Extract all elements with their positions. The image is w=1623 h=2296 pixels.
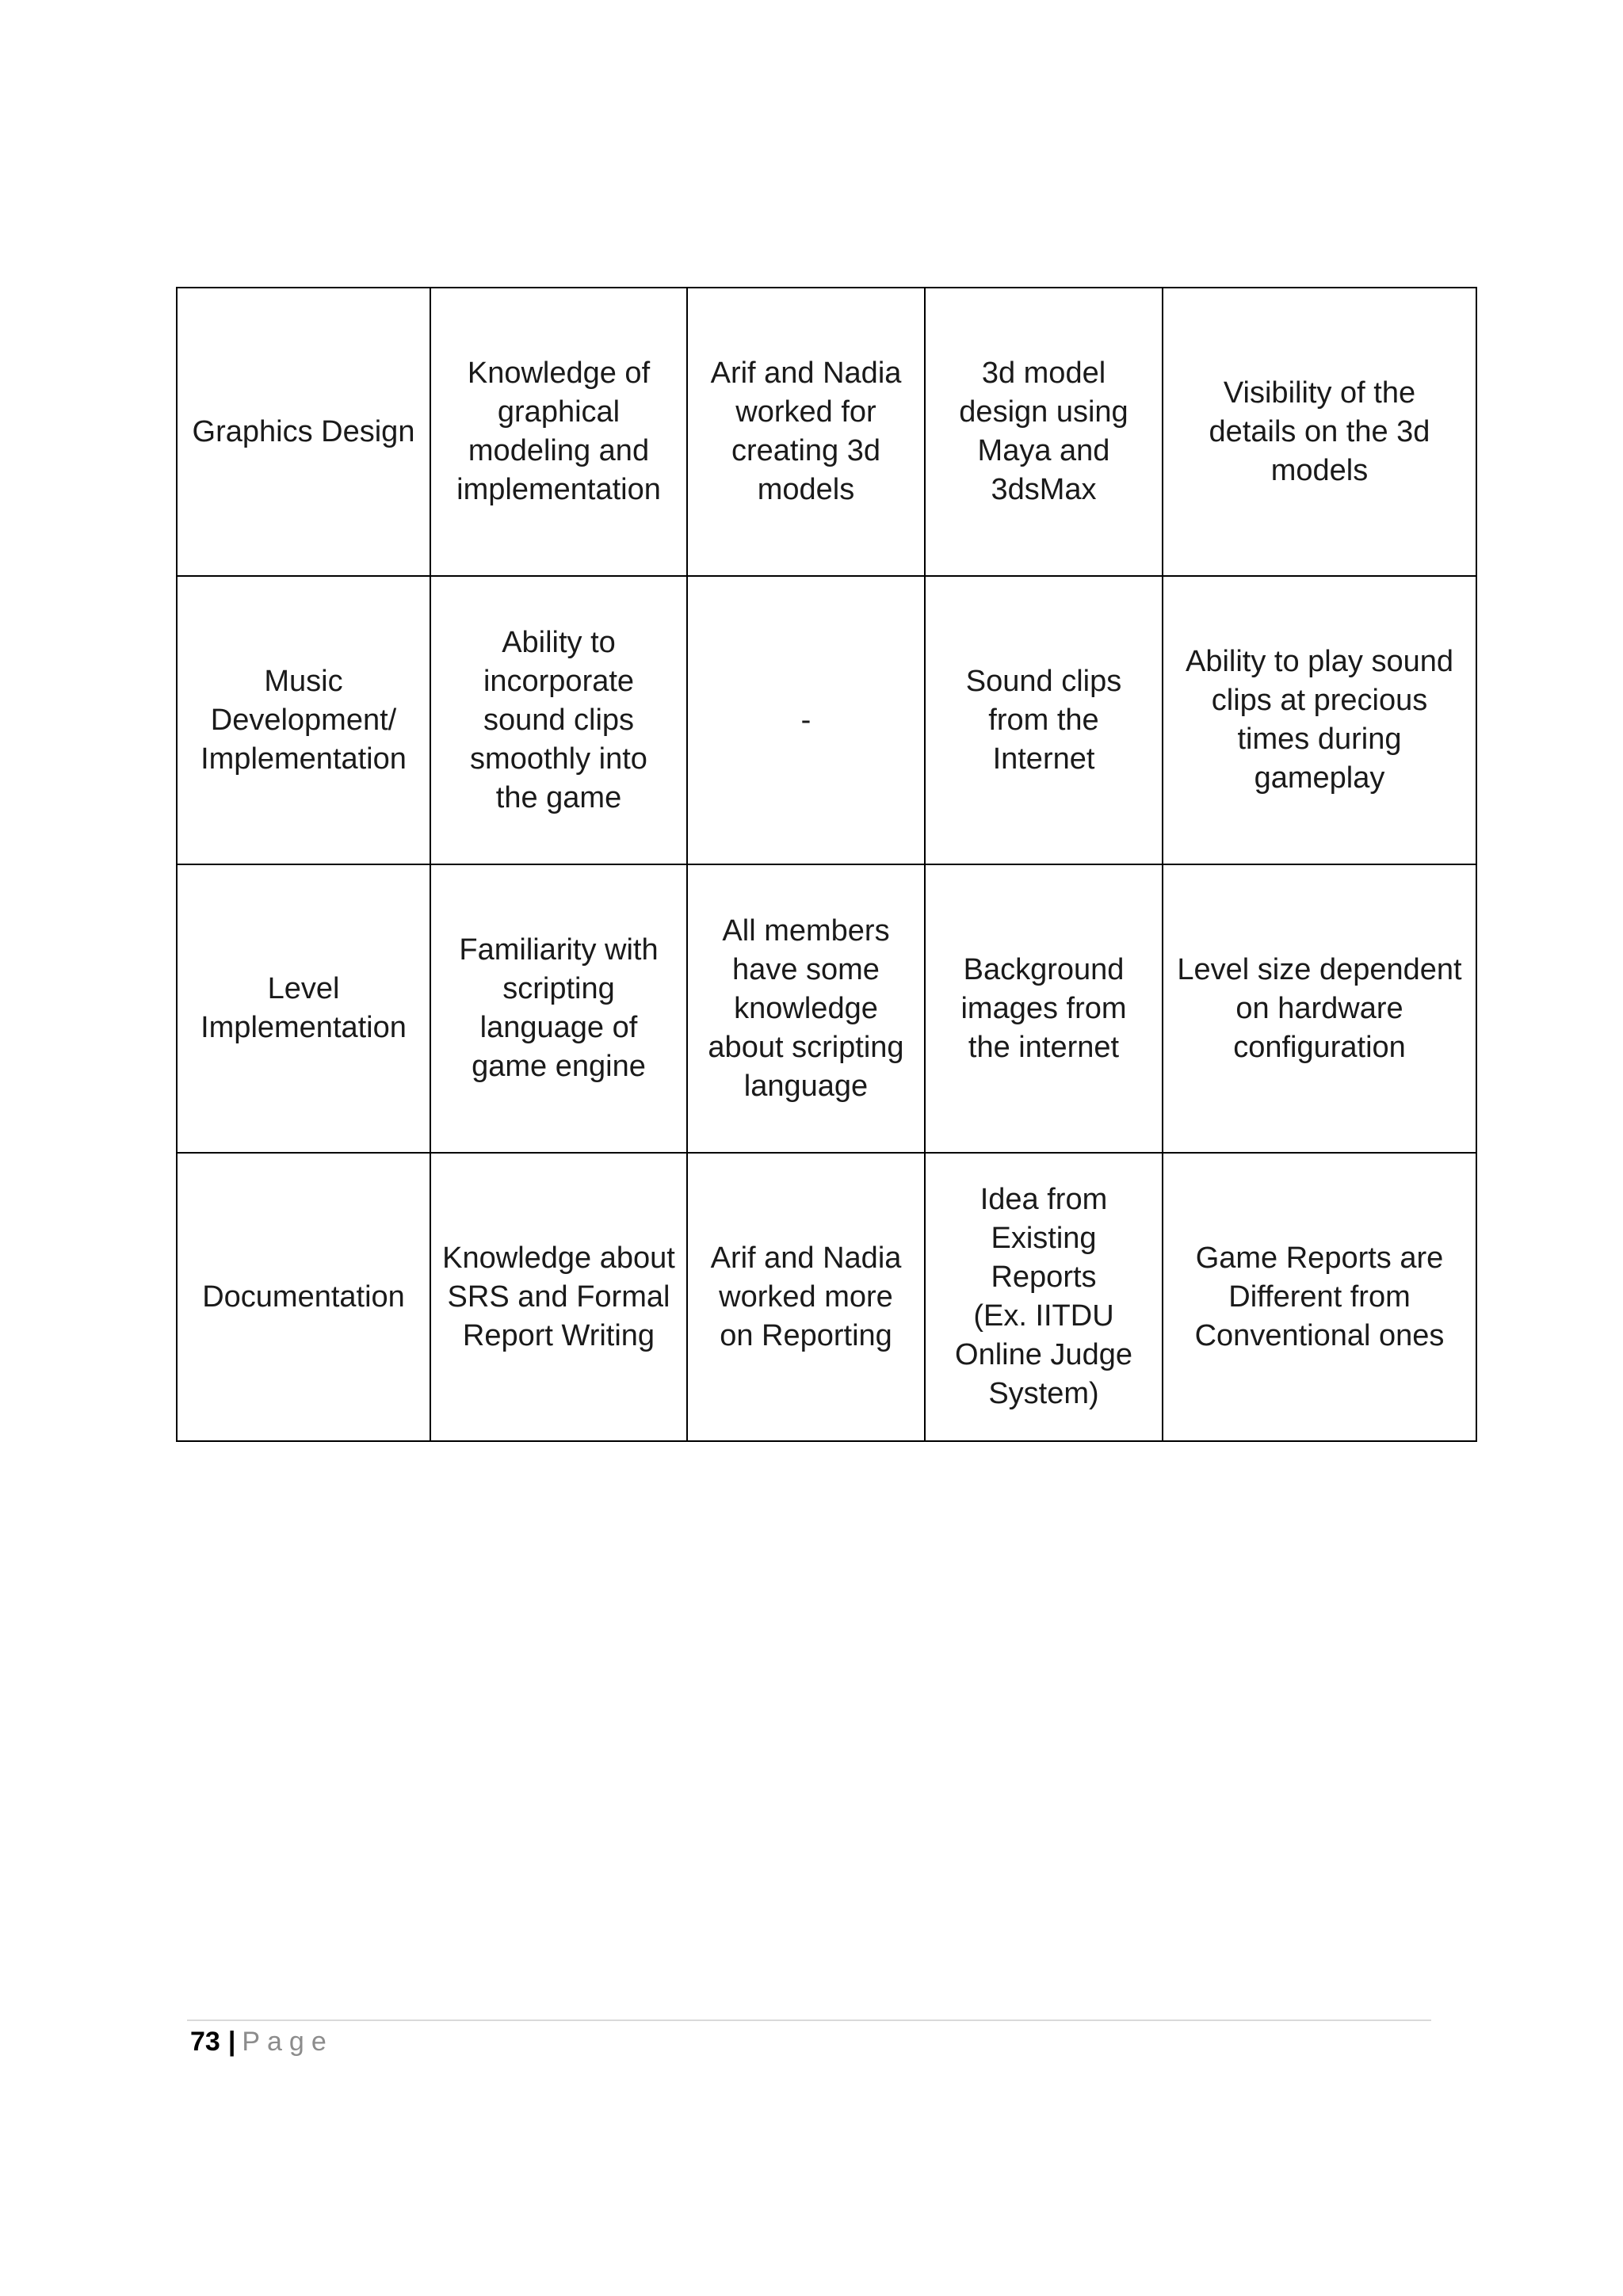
table-cell: All members have some knowledge about scripting language: [687, 864, 925, 1153]
table-cell: Music Development/ Implementation: [177, 576, 430, 864]
table-cell: Ability to incorporate sound clips smoothly into the game: [430, 576, 687, 864]
footer-separator: |: [227, 2027, 236, 2057]
footer-divider: [187, 2019, 1431, 2021]
table-cell: Idea from Existing Reports (Ex. IITDU Online Judge System): [925, 1153, 1163, 1441]
table-cell: Arif and Nadia worked more on Reporting: [687, 1153, 925, 1441]
table-cell: Game Reports are Different from Conventional ones: [1163, 1153, 1476, 1441]
table-row: [177, 864, 1476, 1153]
table-cell: Background images from the internet: [925, 864, 1163, 1153]
table-cell: Level size dependent on hardware configuration: [1163, 864, 1476, 1153]
table-cell: -: [687, 576, 925, 864]
table-cell: Familiarity with scripting language of game engine: [430, 864, 687, 1153]
table-cell: Arif and Nadia worked for creating 3d models: [687, 288, 925, 576]
skills-table: [176, 287, 1477, 1442]
table-cell: 3d model design using Maya and 3dsMax: [925, 288, 1163, 576]
table-cell: Sound clips from the Internet: [925, 576, 1163, 864]
table-cell: Visibility of the details on the 3d models: [1163, 288, 1476, 576]
table-cell: Knowledge of graphical modeling and implementation: [430, 288, 687, 576]
table-cell: Level Implementation: [177, 864, 430, 1153]
table-row: [177, 576, 1476, 864]
page-footer: [190, 2024, 334, 2059]
table-cell: Knowledge about SRS and Formal Report Writing: [430, 1153, 687, 1441]
table-cell: Ability to play sound clips at precious times during gameplay: [1163, 576, 1476, 864]
page-number: 73: [190, 2027, 220, 2057]
table-row: [177, 288, 1476, 576]
table-row: [177, 1153, 1476, 1441]
page-label: Page: [242, 2027, 334, 2057]
table-cell: Documentation: [177, 1153, 430, 1441]
table-cell: Graphics Design: [177, 288, 430, 576]
